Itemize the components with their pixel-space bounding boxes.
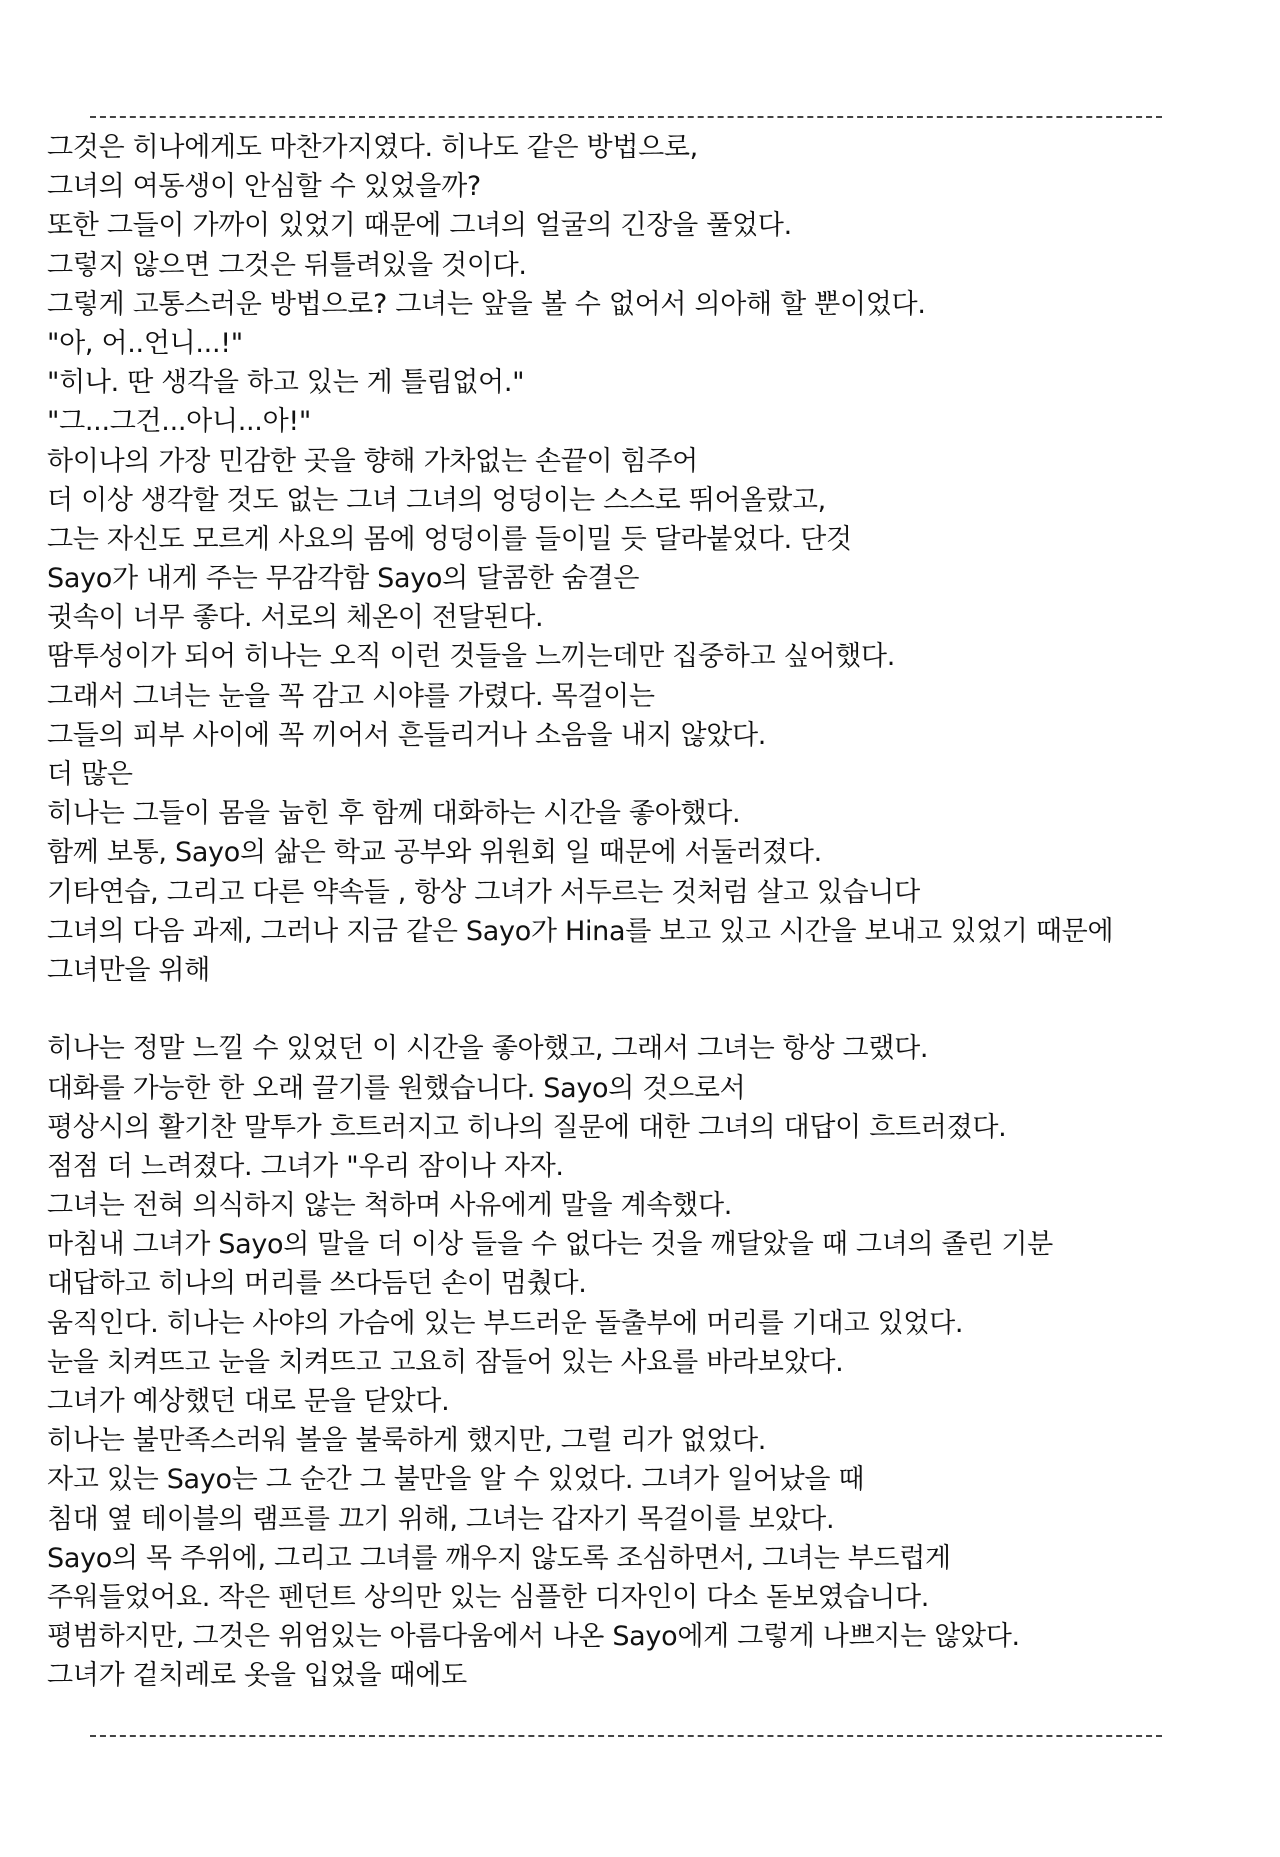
text-line: 평상시의 활기찬 말투가 흐트러지고 히나의 질문에 대한 그녀의 대답이 흐트러졌다.: [47, 1111, 1007, 1143]
text-line: 그것은 히나에게도 마찬가지였다. 히나도 같은 방법으로,: [47, 132, 698, 163]
text-line: 침대 옆 테이블의 램프를 끄기 위해, 그녀는 갑자기 목걸이를 보았다.: [47, 1503, 835, 1535]
text-line: 그들의 피부 사이에 꼭 끼어서 흔들리거나 소음을 내지 않았다.: [47, 719, 767, 751]
text-line: 대답하고 히나의 머리를 쓰다듬던 손이 멈췄다.: [47, 1268, 587, 1300]
text-line: 또한 그들이 가까이 있었기 때문에 그녀의 얼굴의 긴장을 풀었다.: [47, 210, 792, 242]
text-line: 주워들었어요. 작은 펜던트 상의만 있는 심플한 디자인이 다소 돋보였습니다.: [47, 1581, 930, 1613]
text-line: Sayo가 내게 주는 무감각함 Sayo의 달콤한 숨결은: [47, 563, 640, 595]
text-line: 그래서 그녀는 눈을 꼭 감고 시야를 가렸다. 목걸이는: [47, 680, 655, 712]
text-line: 함께 보통, Sayo의 삶은 학교 공부와 위원회 일 때문에 서둘러졌다.: [47, 837, 822, 869]
text-line: 기타연습, 그리고 다른 약속들 , 항상 그녀가 서두르는 것처럼 살고 있습니다: [47, 876, 920, 908]
paragraph-break: [47, 990, 1257, 1029]
text-line: Sayo의 목 주위에, 그리고 그녀를 깨우지 않도록 조심하면서, 그녀는 부드럽게: [47, 1542, 951, 1574]
bottom-dashed-rule: [90, 1735, 1162, 1737]
text-line: 대화를 가능한 한 오래 끌기를 원했습니다. Sayo의 것으로서: [47, 1072, 746, 1104]
text-line: 그녀가 겉치레로 옷을 입었을 때에도: [47, 1660, 467, 1692]
paragraph-1: [47, 128, 1257, 990]
text-line: 히나는 불만족스러워 볼을 불룩하게 했지만, 그럴 리가 없었다.: [47, 1425, 767, 1457]
text-line: 자고 있는 Sayo는 그 순간 그 불만을 알 수 있었다. 그녀가 일어났을 때: [47, 1464, 865, 1496]
text-line: 그는 자신도 모르게 사요의 몸에 엉덩이를 들이밀 듯 달라붙었다. 단것: [47, 523, 852, 555]
text-line: 움직인다. 히나는 사야의 가슴에 있는 부드러운 돌출부에 머리를 기대고 있었다.: [47, 1307, 964, 1339]
text-line: 히나는 정말 느낄 수 있었던 이 시간을 좋아했고, 그래서 그녀는 항상 그랬다.: [47, 1033, 929, 1065]
text-body: [47, 128, 1257, 1696]
text-line: 그렇지 않으면 그것은 뒤틀려있을 것이다.: [47, 249, 527, 281]
text-line: 평범하지만, 그것은 위엄있는 아름다움에서 나온 Sayo에게 그렇게 나쁘지는 않았다.: [47, 1621, 1020, 1653]
text-line: 더 이상 생각할 것도 없는 그녀 그녀의 엉덩이는 스스로 뛰어올랐고,: [47, 484, 826, 516]
paragraph-2: [47, 1029, 1257, 1695]
text-line: "아, 어..언니...!": [47, 327, 243, 359]
text-line: 그녀는 전혀 의식하지 않는 척하며 사유에게 말을 계속했다.: [47, 1190, 733, 1222]
text-line: "히나. 딴 생각을 하고 있는 게 틀림없어.": [47, 367, 525, 399]
text-line: 그녀만을 위해: [47, 954, 210, 986]
text-line: 그녀의 여동생이 안심할 수 있었을까?: [47, 171, 481, 203]
text-line: 그녀가 예상했던 대로 문을 닫았다.: [47, 1386, 450, 1417]
text-line: 귓속이 너무 좋다. 서로의 체온이 전달된다.: [47, 602, 544, 634]
top-dashed-rule: [90, 116, 1162, 118]
text-line: 마침내 그녀가 Sayo의 말을 더 이상 들을 수 없다는 것을 깨달았을 때 그녀의 졸린 기분: [47, 1229, 1053, 1261]
text-line: 더 많은: [47, 759, 133, 790]
text-line: 하이나의 가장 민감한 곳을 향해 가차없는 손끝이 힘주어: [47, 445, 698, 477]
text-line: 그렇게 고통스러운 방법으로? 그녀는 앞을 볼 수 없어서 의아해 할 뿐이었다.: [47, 288, 926, 320]
text-line: "그...그건...아니...아!": [47, 406, 311, 438]
text-line: 그녀의 다음 과제, 그러나 지금 같은 Sayo가 Hina를 보고 있고 시간을 보내고 있었기 때문에: [47, 915, 1114, 947]
text-line: 눈을 치켜뜨고 눈을 치켜뜨고 고요히 잠들어 있는 사요를 바라보았다.: [47, 1346, 844, 1378]
text-line: 땀투성이가 되어 히나는 오직 이런 것들을 느끼는데만 집중하고 싶어했다.: [47, 641, 896, 673]
text-line: 히나는 그들이 몸을 눕힌 후 함께 대화하는 시간을 좋아했다.: [47, 798, 741, 830]
text-line: 점점 더 느려졌다. 그녀가 "우리 잠이나 자자.: [47, 1150, 564, 1182]
